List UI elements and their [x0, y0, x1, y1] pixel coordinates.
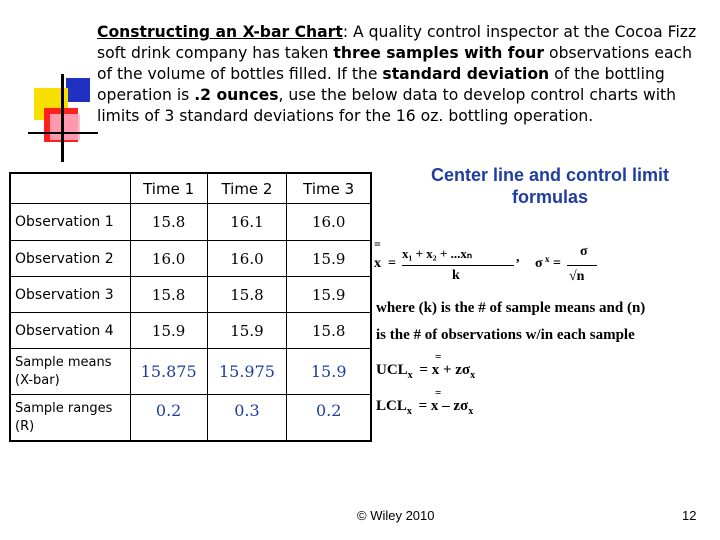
column-header: Time 1	[130, 174, 207, 204]
row-label: Sample ranges (R)	[11, 395, 131, 441]
decorative-logo	[28, 74, 98, 164]
lcl-rhs-subscript: x	[468, 406, 474, 417]
table-cell: 15.9	[207, 313, 287, 349]
fraction-line	[567, 265, 597, 266]
equals-sign: =	[388, 256, 396, 271]
formulas-title: Center line and control limit formulas	[430, 165, 670, 207]
table-cell: 16.0	[130, 241, 207, 277]
table-row-means	[11, 349, 371, 395]
ucl-subscript: x	[407, 370, 413, 381]
column-header: Time 2	[207, 174, 287, 204]
double-bar-icon: =	[435, 351, 442, 363]
xbar-numerator: x₁ + x₂ + ...xₙ	[402, 246, 473, 261]
ucl-rhs: = x + zσ	[419, 362, 471, 378]
fraction-line	[402, 265, 514, 266]
double-bar-icon: =	[435, 387, 442, 399]
problem-heading: Constructing an X-bar Chart	[97, 23, 343, 41]
problem-text-2: observations each of the volume of bottles filled. If the	[97, 44, 692, 83]
problem-bold-1: three samples with four	[333, 44, 545, 62]
equals-sign: =	[553, 256, 561, 271]
table-row	[11, 204, 371, 241]
xbar-denominator: k	[452, 268, 460, 283]
problem-text-3: of the bottling operation is	[97, 65, 665, 104]
where-line-2: is the # of observations w/in each sample	[376, 327, 635, 343]
bar-icon: x	[545, 254, 550, 264]
logo-vertical-line	[61, 74, 64, 162]
table-cell: 15.8	[130, 204, 207, 241]
problem-bold-3: .2 ounces	[194, 86, 279, 104]
row-label: Observation 1	[11, 204, 131, 241]
problem-bold-2: standard deviation	[382, 65, 550, 83]
table-cell: 15.9	[287, 277, 371, 313]
table-cell: 15.975	[207, 349, 287, 395]
row-label: Observation 3	[11, 277, 131, 313]
table-header-row	[11, 174, 371, 204]
sigma-lhs: σ	[535, 256, 543, 271]
ucl-rhs-subscript: x	[470, 370, 476, 381]
table-row-ranges	[11, 395, 371, 441]
table-row	[11, 277, 371, 313]
table-row	[11, 313, 371, 349]
double-bar-icon: =	[374, 237, 381, 251]
lcl-subscript: x	[406, 406, 412, 417]
table-cell: 15.875	[130, 349, 207, 395]
row-label: Sample means (X-bar)	[11, 349, 131, 395]
lcl-label: LCL	[376, 398, 407, 414]
ucl-label: UCL	[376, 362, 408, 378]
logo-blue-square	[66, 78, 90, 102]
table-corner-cell	[11, 174, 131, 204]
table-cell: 0.3	[207, 395, 287, 441]
column-header: Time 3	[287, 174, 371, 204]
problem-text-4: , use the below data to develop control charts with limits of 3 standard deviations for the 16 oz. bottling operation.	[97, 86, 677, 125]
table-cell: 0.2	[287, 395, 371, 441]
copyright-text: © Wiley 2010	[357, 508, 435, 523]
table-cell: 16.0	[207, 241, 287, 277]
ucl-formula	[376, 351, 476, 381]
table-cell: 15.8	[287, 313, 371, 349]
table-cell: 15.8	[207, 277, 287, 313]
where-line-1: where (k) is the # of sample means and (n)	[376, 300, 646, 316]
logo-horizontal-line	[28, 132, 98, 134]
problem-statement	[97, 22, 707, 127]
logo-pink-square	[50, 114, 80, 140]
table-cell: 15.9	[287, 241, 371, 277]
page-number: 12	[682, 508, 697, 523]
sigma-numerator: σ	[580, 244, 588, 259]
sigma-denominator: √n	[569, 269, 585, 284]
row-label: Observation 4	[11, 313, 131, 349]
table-cell: 0.2	[130, 395, 207, 441]
table-row	[11, 241, 371, 277]
table-cell: 16.1	[207, 204, 287, 241]
comma: ,	[516, 250, 520, 265]
xbar-lhs: x	[374, 256, 381, 271]
table-cell: 15.9	[287, 349, 371, 395]
observation-table	[9, 172, 372, 442]
table-cell: 15.8	[130, 277, 207, 313]
row-label: Observation 2	[11, 241, 131, 277]
table-cell: 15.9	[130, 313, 207, 349]
table-cell: 16.0	[287, 204, 371, 241]
problem-text-1: : A quality control inspector at the Cocoa Fizz soft drink company has taken	[97, 23, 697, 62]
lcl-rhs: = x – zσ	[418, 398, 469, 414]
lcl-formula	[376, 387, 474, 417]
